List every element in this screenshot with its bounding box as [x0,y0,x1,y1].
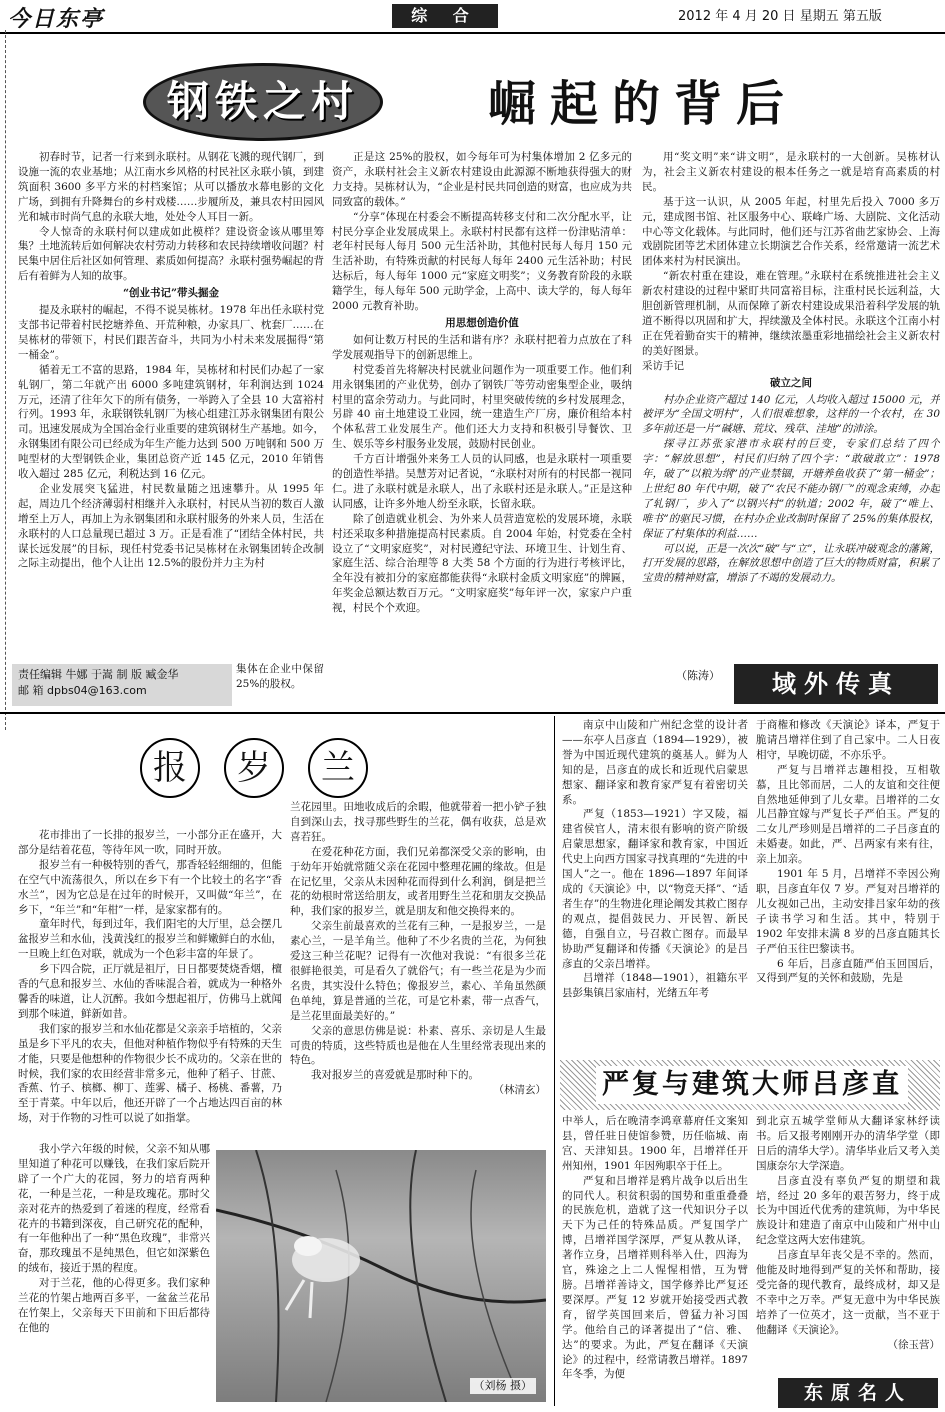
paragraph: 初春时节，记者一行来到永联村。从钢花飞溅的现代钢厂，到设施一流的农业基地；从江南水乡风格的村民社区永联小镇，到建筑面积 3600 多平方米的村档案馆；从可以播放水幕电影的文化广场，到拥有升降舞台的乡村戏楼……步履所及，兼具农村田园风光和城市时尚气息的永联大地，处处令人耳目一新。 [18,151,324,223]
paragraph: 1901 年 5 月，吕增祥不幸因公殉职，吕彦直年仅 7 岁。严复对吕增祥的儿女视如己出，主动安排吕家年幼的孩子读书学习和生活。其中，特别于 1902 年安排末满 8 岁的吕彦直随其长子严伯玉往巴黎读书。 [756,868,940,955]
yanfu-column-intro [562,718,748,1056]
section-tag: 综 合 [392,4,498,28]
paragraph: 循着无工不富的思路，1984 年，吴栋材和村民们办起了一家轧钢厂，第二年就产出 6000 多吨建筑钢材，年利润达到 1024 万元，还清了往年欠下的所有债务，一举跨入了全县 10 大富裕村行列。1993 年，永联钢铁轧钢厂为核心组建江苏永钢集团有限公司。迅速发展成为全国冶金行业重要的建筑钢材生产基地。如今，永钢集团有限公司已经成为年生产能力达到 500 万吨钢和 500 万吨型材的大型钢铁企业，集团总资产近 145 亿元，2010 年销售收入超过 285 亿元，利税达到 16 亿元。 [18,363,324,481]
paragraph: 父亲的意思仿佛是说：朴素、喜乐、亲切是人生最可贵的特质，这些特质也是他在人生里经常表现出来的特色。 [290,1024,546,1067]
feature-title-left: 钢铁之村 [166,77,359,127]
orchid-title-char: 岁 [224,738,284,798]
paragraph: 企业发展突飞猛进，村民数量随之迅速攀升。从 1995 年起，周边几个经济薄弱村相继并入永联村，村民从当初的数百人激增至上万人，再加上为永钢集团和永联村服务的外来人员，生活在永联村的人口总量现已超过 3 万。正是看准了“团结全体村民，共谋长远发展”的目标，现任村党委书记吴栋材在永钢集团转企改制之际主动提出，他个人让出 12.5%的股份并力主为村 [18,482,324,570]
feature-column-2 [332,150,632,706]
orchid-title-char: 兰 [308,738,368,798]
paragraph: 对于兰花，他的心得更多。我们家种兰花的竹架占地两百多平，一盆盆兰花吊在竹架上，父亲每天下田前和下田后都待在他的 [18,1277,210,1334]
paragraph: 于商権和修改《天演论》译本，严复于脆请吕增祥住到了自己家中。二人日夜相守，早晚切磋，不亦乐乎。 [756,719,940,761]
paragraph: 如何让数万村民的生活和谐有序？永联村把着力点放在了科学发展观指导下的创新思维上。 [332,333,632,361]
paragraph: 吕彦直没有辜负严复的期望和栽培，经过 20 多年的艰苦努力，终于成长为中国近代优秀的建筑师，为中华民族设计和建造了南京中山陵和广州中山纪念堂这两大宏伟建筑。 [756,1174,940,1247]
paragraph: 除了创造就业机会、为外来人员营造宽松的发展环境，永联村还采取多种措施提高村民素质。自 2004 年始，村党委在全村设立了“文明家庭奖”，对村民遵纪守法、环境卫生、计划生育、家庭生活、综合治理等 8 大类 58 个方面的行为进行考核评比，全年没有被扣分的家庭都能获得“永联村金质文明家庭”的牌匾，年奖金总额达数百万元。“文明家庭奖”每年评一次，家家户户重视，村民个个欢迎。 [332,512,632,615]
feature-title-right: 崛起的背后 [488,76,799,132]
paragraph: 6 年后，吕彦直随严伯玉回国后，又得到严复的关怀和鼓励，先是 [756,957,940,985]
paragraph: 村党委首先将解决村民就业问题作为一项重要工作。他们利用永钢集团的产业优势，创办了钢铁厂等劳动密集型企业，吸纳村里的富余劳动力。与此同时，村里突破传统的乡村发展理念，另辟 40 亩土地建设工业园，统一建造生产厂房，廉价租给本村个体私营工业发展生产。他们还大力支持和积极引导餐饮、卫生、娱乐等乡村服务业发展，鼓励村民创业。 [332,363,632,451]
orchid-column-2 [290,800,546,1130]
orchid-photo [216,1150,546,1402]
paragraph: 父亲生前最喜欢的兰花有三种，一是报岁兰，一是素心兰，一是羊角兰。他种了不少名贵的兰花，为何独爱这三种兰花呢？记得有一次他对我说：“有很多兰花很鲜艳很美，可是看久了就俗气；有一些兰花是为少而名贵，其实没什么特色；像报岁兰，素心、羊角虽然颜色单纯，算是普通的兰花，可是它朴素，带一点香气，是兰花里面最美好的。” [290,920,546,1022]
paragraph: 集体在企业中保留 25%的股权。 [236,663,324,690]
paragraph: 探寻江苏张家港市永联村的巨变，专家们总结了四个字：“解放思想”，村民们归纳了四个字：“敢破敢立”：1978 年，破了“以粮为纲”的产业禁锢，开塘养鱼收获了“第一桶金”；上世纪 80 年代中期，破了“农民不能办钢厂”的观念束缚，办起了轧钢厂，步入了“以钢兴村”的轨道；2002 年，破了“唯上、唯书”的驱民习惯，在村办企业改制时保留了 25%的集体股权，保证了村集体的利益…… [642,438,940,540]
paragraph: 到北京五城学堂师从大翻译家林纾读书。后又报考刚刚开办的清华学堂（即日后的清华大学）。清华毕业后又考入美国康奈尔大学深造。 [756,1115,940,1172]
paragraph: 用“奖文明”来“讲文明”，是永联村的一大创新。吴栋材认为，社会主义新农村建设的根本任务之一就是培育高素质的村民。 [642,151,940,193]
column-divider [554,716,555,1406]
paragraph: 吕彦直早年丧父是不幸的。然而，他能及时地得到严复的关怀和帮助，接受完备的现代教育，最终成材，却又是不幸中之万幸。严复无意中为中华民族培养了一位英才，这一贡献，当不亚于他翻译《天演论》。 [756,1249,940,1336]
editor-email: 邮 箱 dpbs04@163.com [18,683,147,697]
paragraph: 乡下四合院，正厅就是祖厅，日日都要焚烧香烟，檀香的气息和报岁兰、水仙的香味混合着，就成为一种格外馨香的味道，让人沉醉。我如今想起祖厅，仿佛马上就闻到那个味道，鲜新如昔。 [18,963,282,1020]
column-banner-dongyuan: 东原名人 [778,1378,938,1408]
sidebar-label: 采访手记 [642,359,684,372]
newspaper-logo: 今日东亭 [8,6,105,32]
paragraph: 村办企业资产超过 140 亿元，人均收入超过 15000 元，并被评为“全国文明村”，人们很难想象，这样的一个农村，在 30 多年前还是一片“碱塘、荒坟、残草、洼地”的沛涂。 [642,393,940,436]
paragraph: 我对报岁兰的喜爱就是那时种下的。 [311,1069,479,1082]
yanfu-title-banner [560,1060,940,1110]
left-margin-rule [0,30,6,730]
subheading: 用思想创造价值 [445,316,519,329]
paragraph: 千方百计增强外来务工人员的认同感，也是永联村一项重要的创造性举措。吴慧芳对记者说，“永联村对所有的村民都一视同仁。进了永联村就是永联人，出了永联村还是永联人。”正是这种认同感，让许多外地人纷至永联，长留永联。 [332,453,632,510]
orchid-column-1 [18,828,282,1140]
yanfu-title: 严复与建筑大师吕彦直 [596,1066,908,1104]
paragraph: 南京中山陵和广州纪念堂的设计者——东亭人吕彦直（1894—1929），被誉为中国近现代建筑的奠基人。鲜为人知的是，吕彦直的成长和近现代启蒙思想家、翻译家和教育家严复有着密切关系。 [562,719,748,806]
paragraph: 严复和吕增祥是鸦片战争以后出生的同代人。积贫积弱的国势和重重叠叠的民族危机，造就了这一代知识分子以天下为己任的特殊品质。严复国学广博，吕增祥国学深厚，严复从教从译，著作立身，吕增祥则科举入仕，四海为官，殊途之上二人惺惺相惜，互为臂膀。吕增祥善诗文，国学修养比严复还要深厚。严复 12 岁就开始接受西式教育，留学英国回来后，曾猛力补习国学。他给自己的译著提出了“信、雅、达”的要求。为此，严复在翻译《天演论》的过程中，经常请教吕增祥。1897 年冬季，为便 [562,1174,748,1381]
yanfu-column-lower-left [562,1114,748,1408]
paragraph: 中举人，后在晚清李鸿章幕府任文案知县，曾任驻日使馆参赞，历任临城、南宫、天津知县。1900 年，吕增祥任开州知州，1901 年因殉职卒于任上。 [562,1115,748,1172]
paragraph: 吕增祥（1848—1901），祖籍东平县彭集镇吕家庙村，光绪五年考 [562,972,748,1000]
feature-column-3 [642,150,940,662]
paragraph: 令人惊奇的永联村何以建成如此模样？建设资金该从哪里筹集？土地流转后如何解决农村劳动力转移和农民持续增收问题？村民集中居住后社区如何管理、素质如何提高？永联村强势崛起的背后有着鲜为人知的故事。 [18,225,324,283]
paragraph: 可以说，正是一次次“破”与“立”，让永联冲破观念的藩篱，打开发展的思路，在解放思想中创造了巨大的物质财富，积累了宝贵的精神财富，增添了不竭的发展动力。 [642,542,940,585]
domain-banner: 域外传真 [734,664,938,704]
feature-title-ellipse [143,63,383,141]
paragraph: “分享”体现在村委会不断提高转移支付和二次分配水平，让村民分享企业发展成果上。永联村村民都有这样一份津贴清单：老年村民每人每月 500 元生活补助，其他村民每人每月 150 元生活补助，有特殊贡献的村民每人每年 2400 元生活补助；村民达标后，每人每年 1000 元“家庭文明奖”；义务教育阶段的永联籍学生，每人每年 500 元助学金，上高中、读大学的，每人每年 2000 元教育补助。 [332,210,632,313]
yanfu-author: （徐玉营） [887,1338,940,1351]
orchid-author: （林清玄） [493,1084,546,1097]
paragraph: 严复（1853—1921）字又陵，福建省侯官人，清末很有影响的资产阶级启蒙思想家，翻译家和教育家，中国近代史上向西方国家寻找真理的“先进的中国人”之一。他在 1896—1897 年间译成的《天演论》中，以“物竞天择”、“适者生存”的生物进化理论阐发其救亡图存的观点，提倡鼓民力、开民智、新民德，自强自立，号召救亡图存。而最早协助严复翻译和传播《天演论》的是吕彦直的父亲吕增祥。 [562,808,748,970]
paragraph: 提及永联村的崛起，不得不说吴栋材。1978 年出任永联村党支部书记带着村民挖塘养鱼、开荒种粮，办家具厂、枕套厂……在吴栋材的带领下，村民们跟苦奋斗，共同为小村未来发展掘得“第一桶金”。 [18,304,324,361]
paragraph: 正是这 25%的股权，如今每年可为村集体增加 2 亿多元的资产，永联村社会主义新农村建设由此源源不断地获得强大的财力支持。吴栋材认为，“企业是村民共同创造的财富，也应成为共同致富的载体。” [332,151,632,208]
orchid-column-1-lower [18,1142,210,1408]
editor-info-box [12,664,232,706]
branch-illustration [216,1150,546,1402]
orchid-title-char: 报 [140,738,200,798]
paragraph: 在爱花种花方面，我们兄弟都深受父亲的影响，由于幼年开始就常随父亲在花园中整理花圃的缘故。但是在记忆里，父亲从未因种花而得到什么利润，倒是把兰花的幼根时常送给朋友，或者用野生兰花和朋友交换品种，我们家的报岁兰，就是朋友和他交换得来的。 [290,845,546,918]
paragraph: 花市排出了一长排的报岁兰，一小部分正在盛开，大部分是结着花苞，等待年风一吹，同时开放。 [18,829,282,856]
paragraph: “新农村重在建设，难在管理。”永联村在系统推进社会主义新农村建设的过程中紧盯共同富裕目标，注重村民长远利益，大胆创新管理机制，从而保障了新农村建设成果沿着科学发展的轨道不断得以巩固和扩大，捍续激及全体村民。永联这个江南小村正在凭着勤奋实干的精神，继续浓墨重彩地描绘社会主义新农村的美好图景。 [642,270,940,357]
yanfu-column-lower-right [756,1114,940,1374]
subheading: 破立之间 [770,376,812,389]
editor-names: 责任编辑 牛娜 于嵩 制 版 臧金华 [18,668,179,681]
dateline: 2012 年 4 月 20 日 星期五 第五版 [678,9,882,24]
paragraph: 我们家的报岁兰和水仙花都是父亲亲手培植的，父亲虽是乡下平凡的农夫，但他对种植作物似乎有特殊的天生才能，只要是他想种的作物很少长不成功的。父亲在世的时候，我们家的农田经营非常多元，他种了稻子、甘蔗、香蕉、竹子、槟榔、柳丁、莲雾、橘子、杨桃、番薯，乃至于青菜。中年以后，他还开辟了一个占地达四百亩的林场，对于作物的习性可以说了如指掌。 [18,1022,282,1125]
feature-author: （陈涛） [676,669,720,682]
photo-credit: （刘杨 摄） [470,1378,537,1394]
subheading: “创业书记”带头掘金 [122,287,220,300]
paragraph: 我小学六年级的时候，父亲不知从哪里知道了种花可以赚钱，在我们家后院开辟了一个广大的花园，努力的培育两种花，一种是兰花，一种是玫瑰花。那时父亲对花卉的热爱到了着迷的程度，经常看花卉的书籍到深夜，自己研究花的配种，有一年他种出了一种“黑色玫瑰”，非常兴奋，那玫瑰虽不是纯黑色，但它如深紫色的绒布，接近于黑的程度。 [18,1143,210,1275]
yanfu-column-right [756,718,940,1056]
page-divider [0,712,945,714]
feature-column-1 [18,150,324,662]
masthead-rule [0,32,945,34]
feature-column-1-tail [236,662,324,708]
paragraph: 基于这一认识，从 2005 年起，村里先后投入 7000 多万元，建成图书馆、社区服务中心、联峰广场、大剧院、文化活动中心等文化载体。与此同时，他们还与江苏省曲艺家协会、上海戏剧院团等艺术团体建立长期演艺合作关系，经常邀请一流艺术团体来村为村民演出。 [642,195,940,268]
paragraph: 童年时代，每到过年，我们阳宅的大厅里，总会摆几盆报岁兰和水仙，浅黄浅红的报岁兰和鲜嫩鲜白的水仙，一旦晚上红色对联，就成为一个色彩丰富的年景了。 [18,918,282,961]
paragraph: 报岁兰有一种极特别的香气，那香轻轻细细的，但能在空气中流荡很久，所以在乡下有一个比较土的名字“香水兰”，因为它总是在过年的时候开，又叫做“年兰”，在乡下，“年兰”和“年柑”一样，是家家都有的。 [18,858,282,916]
paragraph: 兰花园里。田地收成后的余暇，他就带着一把小铲子独自到深山去，找寻那些野生的兰花，偶有收获，总是欢喜若狂。 [290,801,546,843]
paragraph: 严复与吕增祥志趣相投，互相敬慕，且比邻而居，二人的友谊和交往便自然地延伸到了儿女辈。吕增祥的二女儿吕静宜嫁与严复长子严伯玉。严复的二女儿严珍则是吕增祥的二子吕彦直的未婚妻。如此，严、吕两家有来有往，亲上加亲。 [756,763,940,866]
